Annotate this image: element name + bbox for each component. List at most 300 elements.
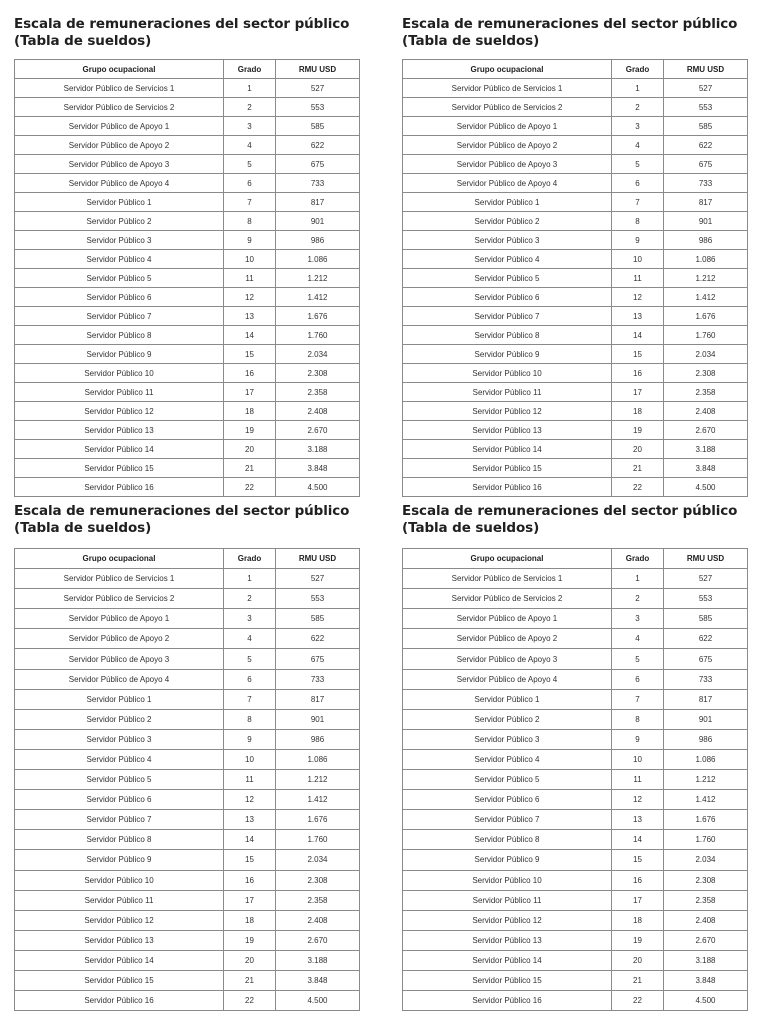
cell-rmu-usd: 1.212 bbox=[664, 269, 748, 288]
cell-grupo-ocupacional: Servidor Público 1 bbox=[15, 193, 224, 212]
cell-grado: 4 bbox=[612, 629, 664, 649]
cell-grado: 10 bbox=[224, 250, 276, 269]
cell-rmu-usd: 3.848 bbox=[664, 459, 748, 478]
cell-grupo-ocupacional: Servidor Público de Servicios 1 bbox=[15, 569, 224, 589]
table-row bbox=[15, 770, 360, 790]
cell-grado: 21 bbox=[224, 970, 276, 990]
table-row bbox=[403, 402, 748, 421]
cell-grado: 14 bbox=[224, 326, 276, 345]
cell-rmu-usd: 2.670 bbox=[276, 421, 360, 440]
cell-rmu-usd: 553 bbox=[276, 589, 360, 609]
cell-rmu-usd: 4.500 bbox=[276, 991, 360, 1011]
table-row bbox=[403, 212, 748, 231]
cell-rmu-usd: 901 bbox=[664, 212, 748, 231]
panel-title: Escala de remuneraciones del sector público (Tabla de sueldos) bbox=[14, 16, 350, 49]
salary-table-panel-bottom-left bbox=[14, 503, 359, 1006]
cell-grupo-ocupacional: Servidor Público 11 bbox=[403, 383, 612, 402]
cell-grupo-ocupacional: Servidor Público 1 bbox=[15, 689, 224, 709]
cell-grado: 11 bbox=[224, 269, 276, 288]
table-row bbox=[15, 136, 360, 155]
table-row bbox=[403, 136, 748, 155]
cell-rmu-usd: 2.358 bbox=[664, 890, 748, 910]
cell-grupo-ocupacional: Servidor Público 7 bbox=[403, 307, 612, 326]
cell-grado: 21 bbox=[612, 970, 664, 990]
table-row bbox=[15, 193, 360, 212]
cell-grupo-ocupacional: Servidor Público 8 bbox=[403, 326, 612, 345]
cell-grupo-ocupacional: Servidor Público 15 bbox=[403, 459, 612, 478]
table-row bbox=[403, 364, 748, 383]
salary-table-panel-bottom-right bbox=[402, 503, 747, 1006]
table-row bbox=[403, 478, 748, 497]
cell-grupo-ocupacional: Servidor Público 10 bbox=[403, 364, 612, 383]
table-row bbox=[403, 810, 748, 830]
cell-grado: 5 bbox=[612, 155, 664, 174]
cell-grupo-ocupacional: Servidor Público de Servicios 1 bbox=[15, 79, 224, 98]
cell-grado: 1 bbox=[612, 569, 664, 589]
cell-grado: 3 bbox=[612, 117, 664, 136]
cell-grupo-ocupacional: Servidor Público 8 bbox=[15, 326, 224, 345]
table-row bbox=[403, 850, 748, 870]
salary-table bbox=[402, 548, 748, 1011]
cell-grado: 19 bbox=[612, 421, 664, 440]
cell-rmu-usd: 1.760 bbox=[664, 830, 748, 850]
cell-grado: 3 bbox=[612, 609, 664, 629]
cell-grupo-ocupacional: Servidor Público 1 bbox=[403, 689, 612, 709]
cell-rmu-usd: 1.412 bbox=[664, 288, 748, 307]
table-row bbox=[15, 155, 360, 174]
cell-grupo-ocupacional: Servidor Público 3 bbox=[403, 231, 612, 250]
cell-grado: 6 bbox=[224, 669, 276, 689]
cell-grupo-ocupacional: Servidor Público de Apoyo 4 bbox=[403, 669, 612, 689]
cell-grado: 7 bbox=[224, 689, 276, 709]
cell-grupo-ocupacional: Servidor Público 14 bbox=[403, 950, 612, 970]
header-grado: Grado bbox=[224, 549, 276, 569]
table-row bbox=[15, 609, 360, 629]
cell-grupo-ocupacional: Servidor Público 5 bbox=[15, 269, 224, 288]
cell-rmu-usd: 1.676 bbox=[276, 307, 360, 326]
cell-grado: 20 bbox=[224, 440, 276, 459]
cell-grupo-ocupacional: Servidor Público de Servicios 2 bbox=[403, 98, 612, 117]
cell-grado: 9 bbox=[612, 231, 664, 250]
cell-grupo-ocupacional: Servidor Público 10 bbox=[15, 870, 224, 890]
table-row bbox=[15, 749, 360, 769]
table-row bbox=[403, 930, 748, 950]
cell-grado: 4 bbox=[224, 136, 276, 155]
table-row bbox=[403, 669, 748, 689]
cell-grupo-ocupacional: Servidor Público 4 bbox=[403, 250, 612, 269]
cell-grado: 12 bbox=[612, 288, 664, 307]
header-rmu-usd: RMU USD bbox=[276, 60, 360, 79]
cell-grado: 11 bbox=[612, 770, 664, 790]
cell-rmu-usd: 817 bbox=[664, 193, 748, 212]
cell-grupo-ocupacional: Servidor Público 2 bbox=[15, 212, 224, 231]
table-row bbox=[15, 709, 360, 729]
table-row bbox=[15, 326, 360, 345]
cell-grupo-ocupacional: Servidor Público 3 bbox=[403, 729, 612, 749]
table-row bbox=[15, 910, 360, 930]
table-row bbox=[403, 345, 748, 364]
cell-grupo-ocupacional: Servidor Público 10 bbox=[15, 364, 224, 383]
cell-grupo-ocupacional: Servidor Público 14 bbox=[15, 950, 224, 970]
cell-rmu-usd: 1.412 bbox=[664, 790, 748, 810]
cell-grupo-ocupacional: Servidor Público 3 bbox=[15, 231, 224, 250]
cell-grado: 12 bbox=[224, 790, 276, 810]
table-row bbox=[15, 629, 360, 649]
table-row bbox=[403, 174, 748, 193]
header-grupo-ocupacional: Grupo ocupacional bbox=[15, 60, 224, 79]
cell-grupo-ocupacional: Servidor Público 7 bbox=[15, 307, 224, 326]
header-grado: Grado bbox=[612, 549, 664, 569]
table-row bbox=[403, 749, 748, 769]
table-header-row bbox=[403, 549, 748, 569]
cell-grado: 18 bbox=[224, 402, 276, 421]
cell-rmu-usd: 2.308 bbox=[664, 870, 748, 890]
cell-rmu-usd: 901 bbox=[664, 709, 748, 729]
table-row bbox=[403, 950, 748, 970]
table-row bbox=[15, 890, 360, 910]
cell-grupo-ocupacional: Servidor Público 6 bbox=[403, 790, 612, 810]
cell-rmu-usd: 2.034 bbox=[664, 850, 748, 870]
cell-rmu-usd: 1.412 bbox=[276, 288, 360, 307]
cell-grupo-ocupacional: Servidor Público 4 bbox=[15, 749, 224, 769]
header-grado: Grado bbox=[612, 60, 664, 79]
cell-grado: 2 bbox=[224, 589, 276, 609]
cell-grado: 22 bbox=[224, 478, 276, 497]
table-header-row bbox=[15, 549, 360, 569]
table-row bbox=[403, 790, 748, 810]
header-rmu-usd: RMU USD bbox=[276, 549, 360, 569]
cell-grado: 19 bbox=[612, 930, 664, 950]
table-row bbox=[15, 870, 360, 890]
table-row bbox=[403, 307, 748, 326]
cell-grado: 1 bbox=[612, 79, 664, 98]
cell-grupo-ocupacional: Servidor Público 11 bbox=[403, 890, 612, 910]
cell-grado: 3 bbox=[224, 609, 276, 629]
cell-grupo-ocupacional: Servidor Público 3 bbox=[15, 729, 224, 749]
header-rmu-usd: RMU USD bbox=[664, 60, 748, 79]
table-row bbox=[403, 890, 748, 910]
cell-grupo-ocupacional: Servidor Público 10 bbox=[403, 870, 612, 890]
table-row bbox=[403, 649, 748, 669]
cell-grado: 15 bbox=[612, 850, 664, 870]
cell-rmu-usd: 733 bbox=[276, 669, 360, 689]
cell-grado: 15 bbox=[612, 345, 664, 364]
cell-rmu-usd: 2.358 bbox=[276, 383, 360, 402]
cell-grado: 20 bbox=[224, 950, 276, 970]
cell-grado: 15 bbox=[224, 850, 276, 870]
cell-rmu-usd: 2.358 bbox=[276, 890, 360, 910]
table-row bbox=[15, 970, 360, 990]
table-row bbox=[15, 231, 360, 250]
table-row bbox=[403, 98, 748, 117]
cell-grupo-ocupacional: Servidor Público de Apoyo 2 bbox=[15, 629, 224, 649]
cell-grupo-ocupacional: Servidor Público 9 bbox=[403, 850, 612, 870]
cell-rmu-usd: 2.358 bbox=[664, 383, 748, 402]
cell-rmu-usd: 2.034 bbox=[664, 345, 748, 364]
table-row bbox=[15, 402, 360, 421]
table-row bbox=[15, 790, 360, 810]
cell-rmu-usd: 622 bbox=[276, 629, 360, 649]
header-rmu-usd: RMU USD bbox=[664, 549, 748, 569]
table-row bbox=[15, 459, 360, 478]
cell-rmu-usd: 527 bbox=[276, 79, 360, 98]
cell-grado: 13 bbox=[224, 810, 276, 830]
table-header-row bbox=[15, 60, 360, 79]
cell-rmu-usd: 3.188 bbox=[276, 440, 360, 459]
cell-grupo-ocupacional: Servidor Público de Apoyo 2 bbox=[403, 136, 612, 155]
cell-grado: 16 bbox=[224, 364, 276, 383]
table-row bbox=[403, 459, 748, 478]
cell-rmu-usd: 675 bbox=[664, 649, 748, 669]
cell-grado: 17 bbox=[612, 383, 664, 402]
cell-grupo-ocupacional: Servidor Público 13 bbox=[15, 930, 224, 950]
table-row bbox=[15, 117, 360, 136]
cell-grado: 9 bbox=[612, 729, 664, 749]
cell-rmu-usd: 4.500 bbox=[276, 478, 360, 497]
cell-rmu-usd: 2.670 bbox=[664, 930, 748, 950]
table-row bbox=[403, 729, 748, 749]
cell-grado: 5 bbox=[224, 649, 276, 669]
cell-grado: 18 bbox=[612, 402, 664, 421]
cell-grupo-ocupacional: Servidor Público de Apoyo 1 bbox=[15, 117, 224, 136]
cell-grupo-ocupacional: Servidor Público de Apoyo 2 bbox=[403, 629, 612, 649]
table-row bbox=[15, 729, 360, 749]
table-row bbox=[15, 569, 360, 589]
cell-grupo-ocupacional: Servidor Público 12 bbox=[15, 402, 224, 421]
cell-grupo-ocupacional: Servidor Público 6 bbox=[15, 288, 224, 307]
cell-grado: 18 bbox=[612, 910, 664, 930]
cell-rmu-usd: 2.308 bbox=[276, 364, 360, 383]
cell-grado: 7 bbox=[224, 193, 276, 212]
header-grupo-ocupacional: Grupo ocupacional bbox=[403, 60, 612, 79]
cell-grupo-ocupacional: Servidor Público 11 bbox=[15, 383, 224, 402]
salary-table-panel-top-right bbox=[402, 16, 747, 492]
table-row bbox=[403, 709, 748, 729]
cell-grupo-ocupacional: Servidor Público 11 bbox=[15, 890, 224, 910]
cell-grupo-ocupacional: Servidor Público 2 bbox=[403, 709, 612, 729]
table-row bbox=[15, 850, 360, 870]
cell-grupo-ocupacional: Servidor Público de Apoyo 4 bbox=[15, 174, 224, 193]
cell-grado: 10 bbox=[224, 749, 276, 769]
cell-grado: 1 bbox=[224, 79, 276, 98]
cell-grupo-ocupacional: Servidor Público 9 bbox=[403, 345, 612, 364]
cell-rmu-usd: 901 bbox=[276, 212, 360, 231]
salary-table bbox=[14, 59, 360, 497]
cell-grupo-ocupacional: Servidor Público 1 bbox=[403, 193, 612, 212]
table-row bbox=[15, 478, 360, 497]
cell-grupo-ocupacional: Servidor Público de Servicios 1 bbox=[403, 569, 612, 589]
cell-grupo-ocupacional: Servidor Público 5 bbox=[403, 770, 612, 790]
table-row bbox=[15, 79, 360, 98]
salary-table bbox=[402, 59, 748, 497]
cell-rmu-usd: 2.308 bbox=[664, 364, 748, 383]
cell-rmu-usd: 986 bbox=[276, 729, 360, 749]
cell-grado: 9 bbox=[224, 231, 276, 250]
cell-grado: 19 bbox=[224, 930, 276, 950]
cell-grupo-ocupacional: Servidor Público de Servicios 2 bbox=[403, 589, 612, 609]
cell-grado: 15 bbox=[224, 345, 276, 364]
cell-rmu-usd: 622 bbox=[664, 136, 748, 155]
table-row bbox=[15, 269, 360, 288]
cell-grupo-ocupacional: Servidor Público 4 bbox=[15, 250, 224, 269]
cell-grado: 11 bbox=[612, 269, 664, 288]
panel-title: Escala de remuneraciones del sector público (Tabla de sueldos) bbox=[14, 503, 350, 536]
cell-rmu-usd: 4.500 bbox=[664, 991, 748, 1011]
cell-grado: 14 bbox=[612, 326, 664, 345]
cell-grupo-ocupacional: Servidor Público 6 bbox=[403, 288, 612, 307]
cell-grupo-ocupacional: Servidor Público 7 bbox=[15, 810, 224, 830]
table-row bbox=[15, 288, 360, 307]
header-grupo-ocupacional: Grupo ocupacional bbox=[403, 549, 612, 569]
cell-rmu-usd: 3.848 bbox=[664, 970, 748, 990]
cell-grado: 20 bbox=[612, 950, 664, 970]
cell-grado: 10 bbox=[612, 749, 664, 769]
cell-grado: 10 bbox=[612, 250, 664, 269]
cell-rmu-usd: 1.212 bbox=[276, 770, 360, 790]
table-row bbox=[15, 649, 360, 669]
cell-rmu-usd: 2.408 bbox=[664, 402, 748, 421]
cell-grado: 2 bbox=[612, 98, 664, 117]
cell-grado: 22 bbox=[224, 991, 276, 1011]
table-row bbox=[15, 250, 360, 269]
cell-rmu-usd: 986 bbox=[664, 231, 748, 250]
cell-rmu-usd: 2.034 bbox=[276, 345, 360, 364]
cell-rmu-usd: 817 bbox=[276, 193, 360, 212]
cell-grupo-ocupacional: Servidor Público 4 bbox=[403, 749, 612, 769]
salary-table-panel-top-left bbox=[14, 16, 359, 492]
table-row bbox=[403, 569, 748, 589]
table-row bbox=[403, 770, 748, 790]
cell-grado: 12 bbox=[224, 288, 276, 307]
cell-grado: 13 bbox=[612, 307, 664, 326]
cell-rmu-usd: 2.408 bbox=[664, 910, 748, 930]
cell-rmu-usd: 585 bbox=[276, 117, 360, 136]
cell-rmu-usd: 585 bbox=[276, 609, 360, 629]
cell-grupo-ocupacional: Servidor Público 13 bbox=[15, 421, 224, 440]
table-row bbox=[15, 383, 360, 402]
cell-rmu-usd: 1.760 bbox=[276, 326, 360, 345]
table-header-row bbox=[403, 60, 748, 79]
table-row bbox=[403, 155, 748, 174]
cell-rmu-usd: 3.188 bbox=[276, 950, 360, 970]
cell-rmu-usd: 1.212 bbox=[276, 269, 360, 288]
cell-grupo-ocupacional: Servidor Público 2 bbox=[403, 212, 612, 231]
table-row bbox=[15, 345, 360, 364]
table-row bbox=[15, 950, 360, 970]
cell-grupo-ocupacional: Servidor Público de Apoyo 4 bbox=[403, 174, 612, 193]
cell-grado: 17 bbox=[612, 890, 664, 910]
table-row bbox=[403, 830, 748, 850]
cell-grupo-ocupacional: Servidor Público 7 bbox=[403, 810, 612, 830]
cell-grado: 19 bbox=[224, 421, 276, 440]
table-row bbox=[403, 589, 748, 609]
table-row bbox=[15, 98, 360, 117]
table-row bbox=[15, 440, 360, 459]
cell-grado: 16 bbox=[612, 870, 664, 890]
cell-grado: 7 bbox=[612, 193, 664, 212]
cell-grado: 22 bbox=[612, 478, 664, 497]
table-row bbox=[403, 629, 748, 649]
cell-rmu-usd: 733 bbox=[276, 174, 360, 193]
cell-grupo-ocupacional: Servidor Público 16 bbox=[15, 478, 224, 497]
cell-grado: 13 bbox=[224, 307, 276, 326]
table-row bbox=[15, 669, 360, 689]
cell-grupo-ocupacional: Servidor Público 16 bbox=[403, 991, 612, 1011]
cell-rmu-usd: 622 bbox=[664, 629, 748, 649]
table-row bbox=[15, 174, 360, 193]
table-row bbox=[15, 991, 360, 1011]
cell-grado: 16 bbox=[612, 364, 664, 383]
cell-grado: 18 bbox=[224, 910, 276, 930]
cell-rmu-usd: 2.670 bbox=[664, 421, 748, 440]
cell-rmu-usd: 622 bbox=[276, 136, 360, 155]
cell-rmu-usd: 1.760 bbox=[664, 326, 748, 345]
cell-grado: 21 bbox=[612, 459, 664, 478]
cell-rmu-usd: 1.676 bbox=[664, 307, 748, 326]
cell-grado: 11 bbox=[224, 770, 276, 790]
table-row bbox=[15, 212, 360, 231]
table-row bbox=[403, 910, 748, 930]
cell-rmu-usd: 3.188 bbox=[664, 440, 748, 459]
cell-rmu-usd: 585 bbox=[664, 609, 748, 629]
cell-grado: 5 bbox=[224, 155, 276, 174]
cell-rmu-usd: 585 bbox=[664, 117, 748, 136]
cell-rmu-usd: 3.188 bbox=[664, 950, 748, 970]
cell-grupo-ocupacional: Servidor Público de Apoyo 3 bbox=[403, 155, 612, 174]
table-row bbox=[403, 231, 748, 250]
cell-rmu-usd: 527 bbox=[276, 569, 360, 589]
cell-rmu-usd: 2.408 bbox=[276, 910, 360, 930]
cell-grado: 14 bbox=[224, 830, 276, 850]
table-row bbox=[403, 870, 748, 890]
cell-rmu-usd: 675 bbox=[276, 649, 360, 669]
cell-rmu-usd: 553 bbox=[664, 98, 748, 117]
cell-rmu-usd: 2.034 bbox=[276, 850, 360, 870]
cell-grado: 8 bbox=[612, 709, 664, 729]
table-row bbox=[403, 440, 748, 459]
table-row bbox=[403, 421, 748, 440]
table-row bbox=[403, 250, 748, 269]
cell-rmu-usd: 1.086 bbox=[664, 250, 748, 269]
cell-grado: 8 bbox=[224, 212, 276, 231]
cell-grupo-ocupacional: Servidor Público 12 bbox=[15, 910, 224, 930]
cell-grado: 16 bbox=[224, 870, 276, 890]
table-row bbox=[15, 830, 360, 850]
panel-title: Escala de remuneraciones del sector público (Tabla de sueldos) bbox=[402, 503, 738, 536]
cell-grupo-ocupacional: Servidor Público de Apoyo 2 bbox=[15, 136, 224, 155]
cell-rmu-usd: 1.412 bbox=[276, 790, 360, 810]
cell-rmu-usd: 1.086 bbox=[276, 749, 360, 769]
cell-grado: 8 bbox=[612, 212, 664, 231]
cell-rmu-usd: 986 bbox=[276, 231, 360, 250]
cell-grupo-ocupacional: Servidor Público 14 bbox=[15, 440, 224, 459]
cell-grupo-ocupacional: Servidor Público 5 bbox=[403, 269, 612, 288]
cell-grupo-ocupacional: Servidor Público de Apoyo 1 bbox=[15, 609, 224, 629]
header-grado: Grado bbox=[224, 60, 276, 79]
cell-rmu-usd: 1.676 bbox=[664, 810, 748, 830]
cell-grupo-ocupacional: Servidor Público de Apoyo 1 bbox=[403, 117, 612, 136]
cell-rmu-usd: 553 bbox=[276, 98, 360, 117]
cell-rmu-usd: 553 bbox=[664, 589, 748, 609]
cell-grupo-ocupacional: Servidor Público 13 bbox=[403, 930, 612, 950]
cell-rmu-usd: 527 bbox=[664, 79, 748, 98]
cell-grupo-ocupacional: Servidor Público de Servicios 1 bbox=[403, 79, 612, 98]
cell-grado: 6 bbox=[612, 669, 664, 689]
cell-grupo-ocupacional: Servidor Público 9 bbox=[15, 850, 224, 870]
cell-grado: 21 bbox=[224, 459, 276, 478]
table-row bbox=[403, 269, 748, 288]
cell-grupo-ocupacional: Servidor Público de Apoyo 1 bbox=[403, 609, 612, 629]
